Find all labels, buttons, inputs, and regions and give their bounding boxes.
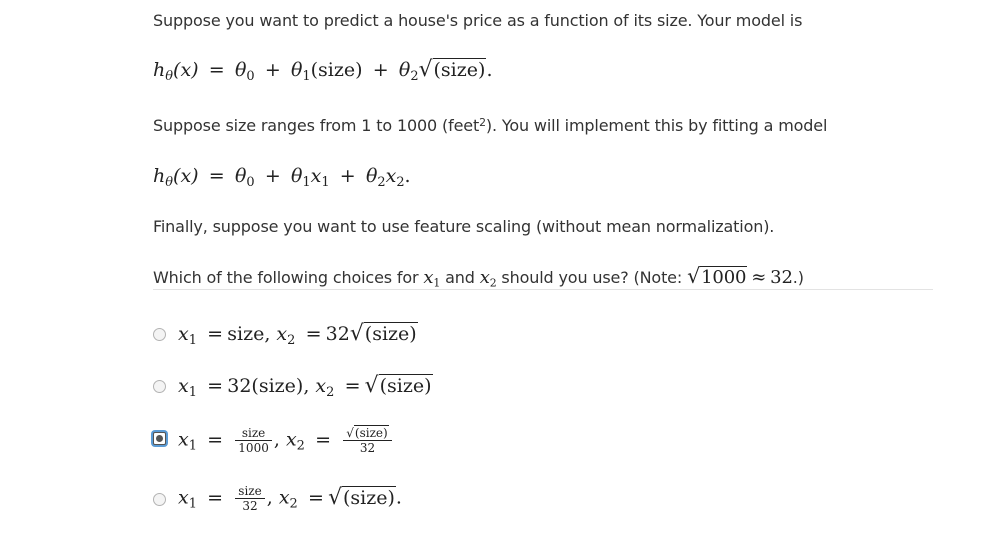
model-equation-1: $h_\theta(x) = \theta_0$ + $\theta_1(size)$ + $\theta_2√(size)$. [153, 57, 493, 85]
radio-button[interactable] [153, 328, 166, 341]
option-4-math: $x_1$ = $\frac{\text{size}}{32}$ , $x_2$ = √(size). [178, 484, 402, 513]
radio-button-selected[interactable] [153, 432, 166, 445]
option-3-math: $x_1$ = $\frac{\text{size}}{1000}$ , $x_2$ = $\frac{\text{√(size)}}{32}$ [178, 426, 394, 455]
divider [153, 289, 933, 290]
model-equation-2: $h_\theta(x) = \theta_0 + \theta_1x_1 + \theta_2x_2$. [153, 165, 411, 191]
question-feature-scaling-text: Finally, suppose you want to use feature scaling (without mean normalization). [153, 217, 775, 236]
question-intro-text: Suppose you want to predict a house's price as a function of its size. Your model is [153, 11, 803, 30]
option-2-math: $x_1$ = 32(size), $x_2$ = √(size) [178, 373, 432, 401]
option-1-math: $x_1$ = size, $x_2$ = 32√(size) [178, 321, 417, 349]
radio-button[interactable] [153, 380, 166, 393]
radio-button[interactable] [153, 493, 166, 506]
question-prompt-text: Which of the following choices for $x_1$ and $x_2$ should you use? (Note: √1000 ≈ 32.) [153, 264, 804, 290]
question-size-range-text: Suppose size ranges from 1 to 1000 (feet$^2$). You will implement this by fitting a model [153, 116, 828, 135]
